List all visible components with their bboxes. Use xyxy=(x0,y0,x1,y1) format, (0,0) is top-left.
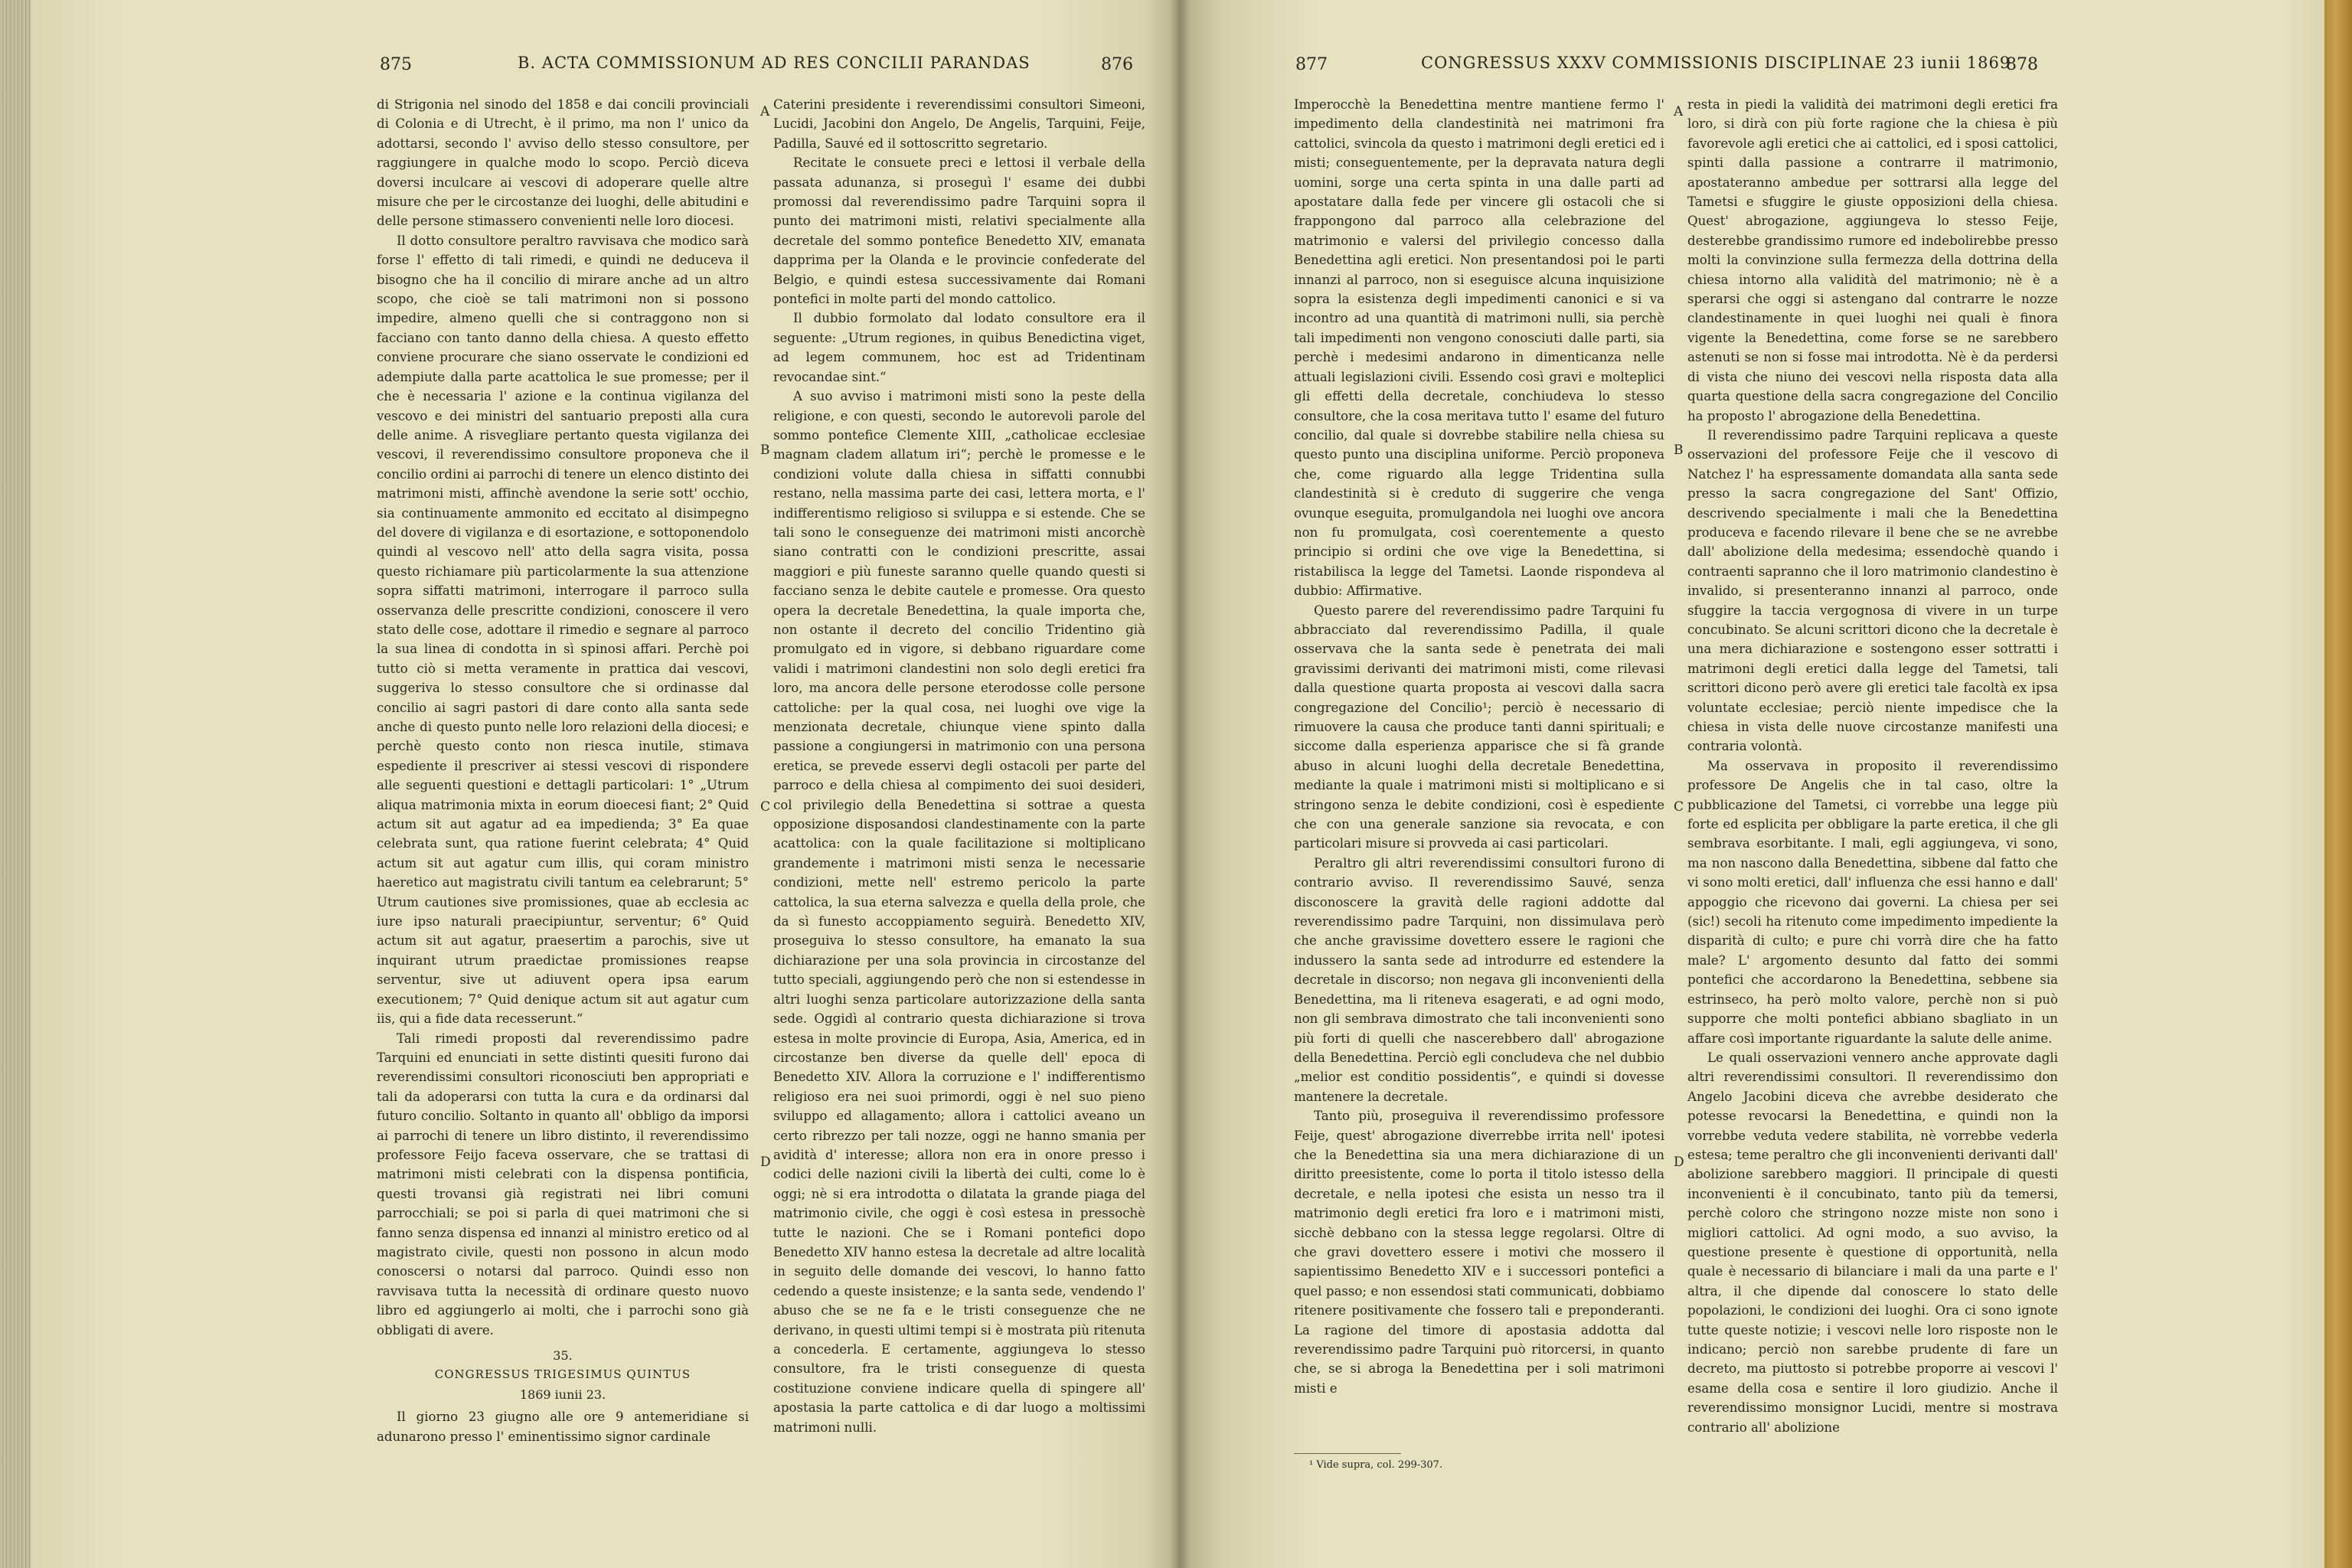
paragraph: Tanto più, proseguiva il reverendissimo professore Feije, quest' abrogazione diverrebbe irrita nell' ipotesi che la Benedettina sia una mera dichiarazione di un diritto preesistente, come lo porta il titolo istesso della decretale, e nella ipotesi che esista un nesso tra il matrimonio degli eretici fra loro e i matrimoni misti, sicchè debbano con la stessa legge regolarsi. Oltre di che gravi dovettero essere i motivi che mossero il sapientissimo Benedetto XIV e i successori pontefici a quel passo; e non essendosi stati communicati, dobbiamo ritenere positivamente che fossero tali e preponderanti. La ragione del timore di apostasia addotta dal reverendissimo padre Tarquini può ritorcersi, in quanto che, se si abroga la Benedettina per i soli matrimoni misti e xyxy=(1294,1109,1664,1396)
section-title: CONGRESSUS TRIGESIMUS QUINTUS xyxy=(434,1367,691,1382)
paragraph: Imperocchè la Benedettina mentre mantiene fermo l' impedimento della clandestinità nei matrimoni fra cattolici, svincola da questo i matrimoni degli eretici ed i misti; conseguentemente, per la depravata natura degli uomini, sorge una certa spinta in una dalle parti ad apostatare dalla fede per vincere gli ostacoli che si frappongono dal parroco alla celebrazione del matrimonio e valersi del privilegio concesso dalla Benedettina agli eretici. Non presentandosi poi le parti innanzi al parroco, non si eseguisce alcuna inquisizione sopra la esistenza degli impedimenti canonici e si va incontro ad una quantità di matrimoni nulli, sia perchè tali impedimenti non vengono conosciuti dalle parti, sia perchè i medesimi andarono in dimenticanza nelle attuali legislazioni civili. Essendo così gravi e molteplici gli effetti della decretale, conchiudeva lo stesso consultore, che la cosa meritava tutto l' esame del futuro concilio, dal quale si dovrebbe stabilire nella chiesa su questo punto una disciplina uniforme. Perciò proponeva che, come riguardo alla legge Tridentina sulla clandestinità si è creduto di suggerire che venga ovunque eseguita, promulgandola nei luoghi ove ancora non fu promulgata, così coerentemente a questo principio si ordini che ove vige la Benedettina, si ristabilisca la legge del Tametsi. Laonde rispondeva al dubbio: Affirmative. xyxy=(1294,97,1664,599)
footnote: ¹ Vide supra, col. 299-307. xyxy=(1309,1459,1443,1471)
margin-mark-d: D xyxy=(1674,1155,1684,1170)
right-page-column-2 xyxy=(1687,95,2058,1437)
book-gutter xyxy=(1170,0,1190,1568)
folio-875: 875 xyxy=(380,55,412,74)
paragraph: di Strigonia nel sinodo del 1858 e dai concili provinciali di Colonia e di Utrecht, è il primo, ma non l' unico da adottarsi, secondo l' avviso dello stesso consultore, per raggiungere in qualche modo lo scopo. Perciò diceva doversi inculcare ai vescovi di adoperare quelle altre misure che per le circostanze dei luoghi, delle abitudini e delle persone stimassero convenienti nelle loro diocesi. xyxy=(377,97,749,229)
margin-mark-a: A xyxy=(1674,104,1684,119)
section-date: 1869 iunii 23. xyxy=(519,1387,606,1402)
running-head-right: CONGRESSUS XXXV COMMISSIONIS DISCIPLINAE 23 iunii 1869 xyxy=(1421,54,2011,72)
margin-mark-d: D xyxy=(760,1155,771,1170)
running-head-left: B. ACTA COMMISSIONUM AD RES CONCILII PARANDAS xyxy=(518,54,1031,72)
margin-mark-b: B xyxy=(1674,443,1684,458)
paragraph: Tali rimedi proposti dal reverendissimo padre Tarquini ed enunciati in sette distinti quesiti furono dai reverendissimi consultori riconosciuti ben appropriati e tali da adoperarsi con tutta la cura e da ordinarsi dal futuro concilio. Soltanto in quanto all' obbligo da imporsi ai parrochi di tenere un libro distinto, il reverendissimo professore Feijo faceva osservare, che se trattasi di matrimoni misti celebrati con la dispensa pontificia, questi trovansi già registrati nei libri comuni parrocchiali; se poi si parla di quei matrimoni che si fanno senza dispensa ed innanzi al ministro eretico od al magistrato civile, questi non possono in alcun modo conoscersi o notarsi dal parroco. Quindi esso non ravvisava tutta la necessità di ordinare questo nuovo libro ed aggiungerlo ai molti, che i parrochi sono già obbligati di avere. xyxy=(377,1031,749,1338)
paragraph: Il dubbio formolato dal lodato consultore era il seguente: „Utrum regiones, in quibus Benedictina viget, ad legem communem, hoc est ad Tridentinam revocandae sint.“ xyxy=(773,311,1145,384)
paragraph: Ma osservava in proposito il reverendissimo professore De Angelis che in tal caso, oltre la pubblicazione del Tametsi, ci vorrebbe una legge più forte ed esplicita per obbligare la parte eretica, il che gli sembrava esorbitante. I mali, egli aggiungeva, vi sono, ma non nascono dalla Benedettina, sibbene dal fatto che vi sono molti eretici, dall' influenza che essi hanno e dall' appoggio che ricevono dai governi. La chiesa per sei (sic!) secoli ha ritenuto come impedimento impediente la disparità di culto; e pure chi vorrà dire che ha fatto male? L' argomento desunto dal fatto dei sommi pontefici che accordarono la Benedettina, sebbene sia estrinseco, ha però molto valore, perchè non si può supporre che molti pontefici abbiano sbagliato in un affare così importante riguardante la salute delle anime. xyxy=(1687,758,2058,1046)
left-page-column-1 xyxy=(377,95,749,1446)
footnote-rule xyxy=(1294,1453,1401,1454)
book-cover-edge xyxy=(2324,0,2352,1568)
section-number: 35. xyxy=(553,1348,573,1363)
paragraph: Il giorno 23 giugno alle ore 9 antemeridiane si adunarono presso l' eminentissimo signor cardinale xyxy=(377,1410,749,1444)
folio-876: 876 xyxy=(1101,55,1133,74)
paragraph: Il reverendissimo padre Tarquini replicava a queste osservazioni del professore Feije che il vescovo di Natchez l' ha espressamente domandata alla santa sede presso la sacra congregazione del Sant' Offizio, descrivendo specialmente i mali che la Benedettina produceva e facendo rilevare il bene che se ne avrebbe dall' abolizione della medesima; essendochè quando i contraenti sapranno che il loro matrimonio clandestino è invalido, si presenteranno innanzi al parroco, onde sfuggire la taccia vergognosa di vivere in un turpe concubinato. Se alcuni scrittori dicono che la decretale è una mera dichiarazione e sostengono esser sottratti i matrimoni degli eretici dalla legge del Tametsi, tali scrittori dicono però avere gli eretici tale facoltà ex ipsa voluntate ecclesiae; perciò niente impedisce che la chiesa in vista delle nuove circostanze manifesti una contraria volontà. xyxy=(1687,427,2058,754)
margin-mark-b: B xyxy=(760,443,770,458)
paragraph: A suo avviso i matrimoni misti sono la peste della religione, e con questi, secondo le autorevoli parole del sommo pontefice Clemente XIII, „catholicae ecclesiae magnam cladem allatum iri“; perchè le promesse e le condizioni volute dalla chiesa in siffatti connubbi restano, nella massima parte dei casi, lettera morta, e l' indifferentismo religioso si sviluppa e si estende. Che se tali sono le conseguenze dei matrimoni misti ancorchè siano contratti con le condizioni prescritte, assai maggiori e più funeste saranno quelle quando questi si facciano senza le debite cautele e promesse. Ora questo opera la decretale Benedettina, la quale importa che, non ostante il decreto del concilio Tridentino già promulgato ed in vigore, si debbano riguardare come validi i matrimoni clandestini non solo degli eretici fra loro, ma ancora delle persone eterodosse colle persone cattoliche: per la qual cosa, nei luoghi ove vige la menzionata decretale, chiunque viene spinto dalla passione a congiungersi in matrimonio con una persona eretica, se prevede esservi degli ostacoli per parte del parroco e della chiesa al compimento dei suoi desideri, col privilegio della Benedettina si sottrae a questa opposizione disposandosi clandestinamente con la parte acattolica: con la quale facilitazione si moltiplicano grandemente i matrimoni misti senza le necessarie condizioni, mette nell' estremo pericolo la parte cattolica, la sua eterna salvezza e quella della prole, che da sì funesto accoppiamento seguirà. Benedetto XIV, proseguiva lo stesso consultore, ha emanato la sua dichiarazione per una sola provincia in circostanze del tutto speciali, aggiungendo però che non si estendesse in altri luoghi senza particolare autorizzazione della santa sede. Oggidì al contrario questa dichiarazione si trova estesa in molte provincie di Europa, Asia, America, ed in circostanze ben diverse da quelle dell' epoca di Benedetto XIV. Allora la corruzione e l' indifferentismo religioso era nei suoi primordi, oggi è nel suo pieno sviluppo ed allagamento; allora i cattolici aveano un certo ribrezzo per tali nozze, oggi ne hanno smania per avidità d' interesse; allora non era in onore presso i codici delle nazioni civili la libertà dei culti, come lo è oggi; nè si era introdotta o dilatata la grande piaga del matrimonio civile, che oggi è così estesa in pressochè tutte le nazioni. Che se i Romani pontefici dopo Benedetto XIV hanno estesa la decretale ad altre località in seguito delle domande dei vescovi, lo hanno fatto cedendo a queste insistenze; e la santa sede, vendendo l' abuso che se ne fa e le tristi conseguenze che ne derivano, in questi ultimi tempi si è mostrata più ritenuta a concederla. E certamente, aggiungeva lo stesso consultore, fra le tristi conseguenze di questa costituzione conviene indicare quella di spingere all' apostasia la parte cattolica e di dar luogo a moltissimi matrimoni nulli. xyxy=(773,389,1145,1435)
paragraph: Recitate le consuete preci e lettosi il verbale della passata adunanza, si proseguì l' esame dei dubbi promossi dal reverendissimo padre Tarquini sopra il punto dei matrimoni misti, relativi specialmente alla decretale del sommo pontefice Benedetto XIV, emanata dapprima per la Olanda e le provincie confederate del Belgio, e quindi estesa successivamente dai Romani pontefici in molte parti del mondo cattolico. xyxy=(773,155,1145,307)
paragraph: Questo parere del reverendissimo padre Tarquini fu abbracciato dal reverendissimo Padilla, il quale osservava che la santa sede è penetrata dei mali gravissimi derivanti dei matrimoni misti, come rilevasi dalla questione quarta proposta ai vescovi dalla sacra congregazione del Concilio¹; perciò è necessario di rimuovere la causa che produce tanti danni spirituali; e siccome dalla esperienza apparisce che si fà grande abuso in alcuni luoghi della decretale Benedettina, mediante la quale i matrimoni misti si moltiplicano e si stringono senza le debite condizioni, così è espediente che con una generale sanzione sia revocata, e con particolari misure si provveda ai casi particolari. xyxy=(1294,603,1664,851)
page-edges-left xyxy=(0,0,31,1568)
paragraph: Le quali osservazioni vennero anche approvate dagli altri reverendissimi consultori. Il reverendissimo don Angelo Jacobini diceva che avrebbe desiderato che potesse revocarsi la Benedettina, e quindi non la vorrebbe veduta vedere stabilita, nè vorrebbe vederla estesa; teme peraltro che gli inconvenienti derivanti dall' abolizione sarebbero maggiori. Il principale di questi inconvenienti è il concubinato, tanto più da temersi, perchè coloro che stringono nozze miste non sono i migliori cattolici. Ad ogni modo, a suo avviso, la questione presente è questione di opportunità, nella quale è necessario di bilanciare i mali da una parte e l' altra, il che dipende dal conoscere lo stato delle popolazioni, le condizioni dei luoghi. Ora ci sono ignote tutte queste notizie; i vescovi nelle loro risposte non le indicano; perciò non sarebbe prudente di fare un decreto, ma piuttosto si potrebbe proporre ai vescovi l' esame della cosa e sentire il loro giudizio. Anche il reverendissimo monsignor Lucidi, mentre si mostrava contrario all' abolizione xyxy=(1687,1050,2058,1435)
folio-878: 878 xyxy=(2006,55,2038,74)
margin-mark-c: C xyxy=(1674,799,1684,815)
left-page-column-2 xyxy=(773,95,1145,1437)
paragraph: Peraltro gli altri reverendissimi consultori furono di contrario avviso. Il reverendissimo Sauvé, senza disconoscere la gravità delle ragioni addotte dal reverendissimo padre Tarquini, non dissimulava però che anche gravissime dovettero essere le ragioni che indussero la santa sede ad introdurre ed estendere la decretale in discorso; non negava gli inconvenienti della Benedettina, ma li riteneva esagerati, e ad ogni modo, non gli sembrava dimostrato che tali inconvenienti sono più forti di quelli che nascerebbero dall' abrogazione della Benedettina. Perciò egli concludeva che nel dubbio „melior est conditio possidentis“, e quindi si dovesse mantenere la decretale. xyxy=(1294,855,1664,1104)
margin-mark-a: A xyxy=(760,104,770,119)
paragraph: Caterini presidente i reverendissimi consultori Simeoni, Lucidi, Jacobini don Angelo, De Angelis, Tarquini, Feije, Padilla, Sauvé ed il sottoscritto segretario. xyxy=(773,97,1145,151)
left-page xyxy=(31,0,1179,1568)
right-page xyxy=(1179,0,2324,1568)
margin-mark-c: C xyxy=(760,799,771,815)
paragraph: resta in piedi la validità dei matrimoni degli eretici fra loro, si dirà con più forte ragione che la chiesa è più favorevole agli eretici che ai cattolici, ed i sposi cattolici, spinti dalla passione a contrarre il matrimonio, apostateranno ambedue per sottrarsi alla legge del Tametsi e sfuggire le giuste opposizioni della chiesa. Quest' abrogazione, aggiungeva lo stesso Feije, desterebbe grandissimo rumore ed indebolirebbe presso molti la convinzione sulla fermezza della dottrina della chiesa intorno alla validità del matrimonio; nè è a sperarsi che oggi si astengano dal contrarre le nozze clandestinamente in quei luoghi nei quali è finora vigente la Benedettina, come forse se ne sarebbero astenuti se non si fosse mai introdotta. Nè è da perdersi di vista che niuno dei vescovi nella risposta data alla quarta questione della sacra congregazione del Concilio ha proposto l' abrogazione della Benedettina. xyxy=(1687,97,2058,423)
right-page-column-1 xyxy=(1294,95,1664,1398)
paragraph: Il dotto consultore peraltro ravvisava che modico sarà forse l' effetto di tali rimedi, e quindi ne deduceva il bisogno che ha il concilio di mirare anche ad un altro scopo, che cioè se tali matrimoni non si possono impedire, almeno quelli che si contraggono non si facciano con tanto danno della chiesa. A questo effetto conviene procurare che siano osservate le condizioni ed adempiute dalla parte acattolica le sue promesse; per il che è necessaria l' azione e la continua vigilanza del vescovo e dei ministri del santuario preposti alla cura delle anime. A risvegliare pertanto questa vigilanza dei vescovi, il reverendissimo consultore proponeva che il concilio ordini ai parrochi di tenere un elenco distinto dei matrimoni misti, affinchè avendone la serie sott' occhio, sia continuamente ammonito ed eccitato al disimpegno del dovere di vigilanza e di esortazione, e sottoponendolo quindi al vescovo nell' atto della sagra visita, possa questo richiamare più particolarmente la sua attenzione sopra siffatti matrimoni, interrogare il parroco sulla osservanza delle prescritte condizioni, conoscere il vero stato delle cose, adottare il rimedio e segnare al parroco la sua linea di condotta in sì spinosi affari. Perchè poi tutto ciò si metta veramente in prattica dai vescovi, suggeriva lo stesso consultore che si ordinasse dal concilio ai sagri pastori di dare conto alla santa sede anche di questo punto nelle loro relazioni della diocesi; e perchè questo conto non riesca inutile, stimava espediente il prescriver ai stessi vescovi di rispondere alle seguenti questioni e dettagli particolari: 1° „Utrum aliqua matrimonia mixta in eorum dioecesi fiant; 2° Quid actum sit aut agatur ad ea impedienda; 3° Ea quae celebrata sunt, qua ratione fuerint celebrata; 4° Quid actum sit aut agatur cum illis, qui coram ministro haeretico aut magistratu civili tantum ea celebrarunt; 5° Utrum cautiones sive promissiones, quae ab ecclesia ac iure ipso naturali praecipiuntur, serventur; 6° Quid actum sit aut agatur, praesertim a parochis, sive ut inquirant utrum praedictae promissiones reapse serventur, sive ut adiuvent opera ipsa earum executionem; 7° Quid denique actum sit aut agatur cum iis, qui a fide data recesserunt.“ xyxy=(377,233,749,1027)
folio-877: 877 xyxy=(1295,55,1328,74)
